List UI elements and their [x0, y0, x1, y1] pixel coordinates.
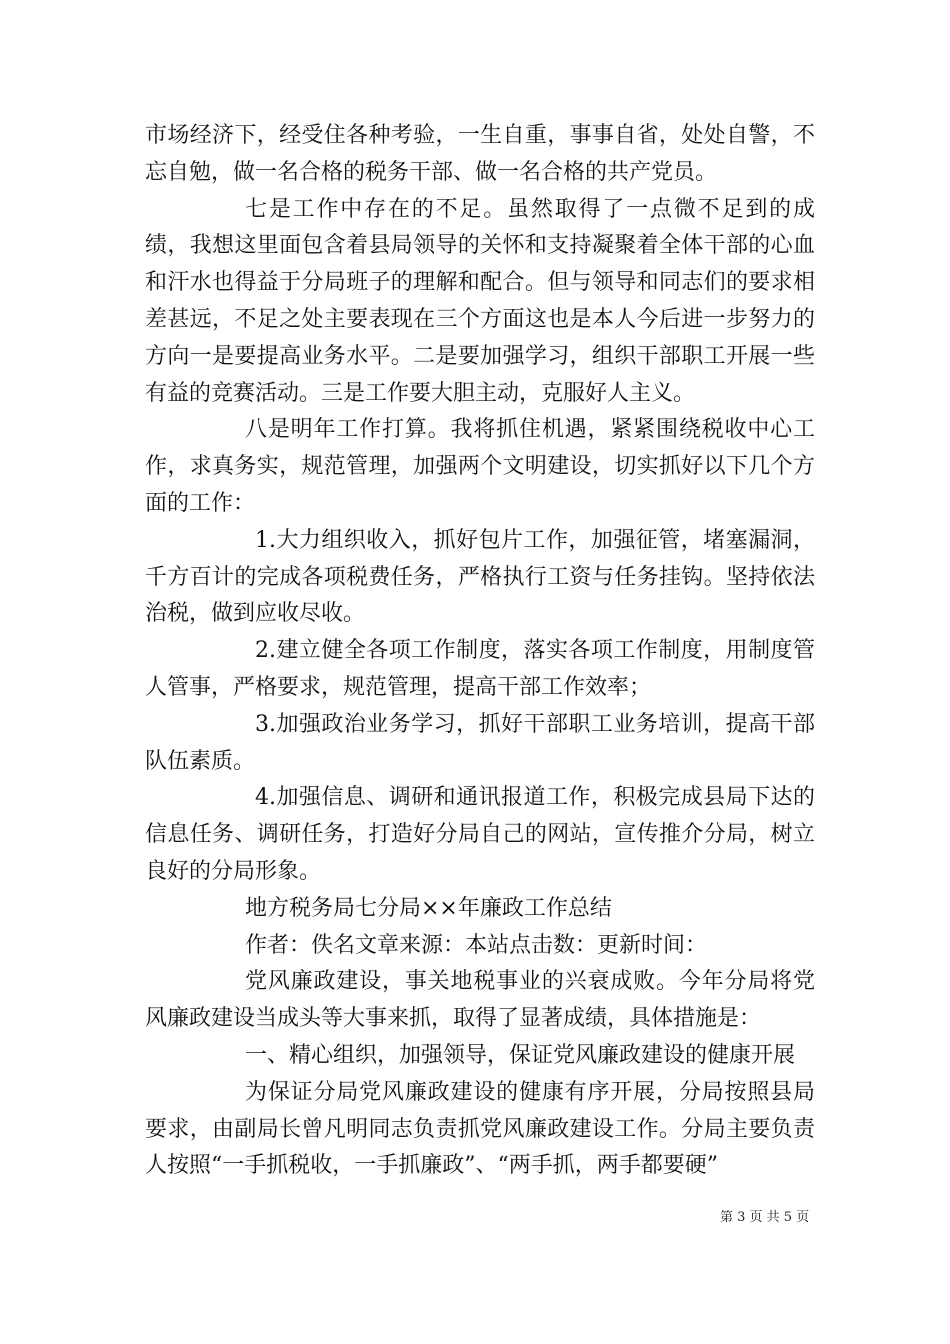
list-item-4: 4.加强信息、调研和通讯报道工作，积极完成县局下达的信息任务、调研任务，打造好分局自己的网站，宣传推介分局，树立良好的分局形象。	[145, 785, 815, 884]
paragraph-shortcomings: 七是工作中存在的不足。虽然取得了一点微不足到的成绩，我想这里面包含着县局领导的关怀和支持凝聚着全体干部的心血和汗水也得益于分局班子的理解和配合。但与领导和同志们的要求相差甚远，不足之处主要表现在三个方面这也是本人今后进一步努力的方向一是要提高业务水平。二是要加强学习，组织干部职工开展一些有益的竞赛活动。三是工作要大胆主动，克服好人主义。	[145, 196, 815, 406]
list-item-1: 1.大力组织收入，抓好包片工作，加强征管，堵塞漏洞，千方百计的完成各项税费任务，严格执行工资与任务挂钩。坚持依法治税，做到应收尽收。	[145, 527, 815, 627]
page-number-footer: 第 3 页 共 5 页	[720, 1210, 810, 1225]
article-title: 地方税务局七分局××年廉政工作总结	[245, 895, 612, 921]
list-item-2: 2.建立健全各项工作制度，落实各项工作制度，用制度管人管事，严格要求，规范管理，提高干部工作效率；	[145, 638, 815, 700]
list-item-3: 3.加强政治业务学习，抓好干部职工业务培训，提高干部队伍素质。	[145, 711, 815, 774]
paragraph-intro: 党风廉政建设，事关地税事业的兴衰成败。今年分局将党风廉政建设当成头等大事来抓，取得了显著成绩，具体措施是：	[145, 969, 815, 1032]
document-body	[145, 118, 815, 1185]
paragraph-section-1: 为保证分局党风廉政建设的健康有序开展，分局按照县局要求，由副局长曾凡明同志负责抓党风廉政建设工作。分局主要负责人按照“一手抓税收，一手抓廉政”、“两手抓，两手都要硬”	[145, 1079, 815, 1179]
section-heading-1: 一、精心组织，加强领导，保证党风廉政建设的健康开展	[245, 1042, 796, 1068]
paragraph-continuation: 市场经济下，经受住各种考验，一生自重，事事自省，处处自警，不忘自勉，做一名合格的税务干部、做一名合格的共产党员。	[145, 123, 815, 185]
article-meta: 作者：佚名文章来源：本站点击数：更新时间：	[245, 932, 708, 958]
paragraph-next-year-plan: 八是明年工作打算。我将抓住机遇，紧紧围绕税收中心工作，求真务实，规范管理，加强两个文明建设，切实抓好以下几个方面的工作：	[145, 417, 815, 516]
